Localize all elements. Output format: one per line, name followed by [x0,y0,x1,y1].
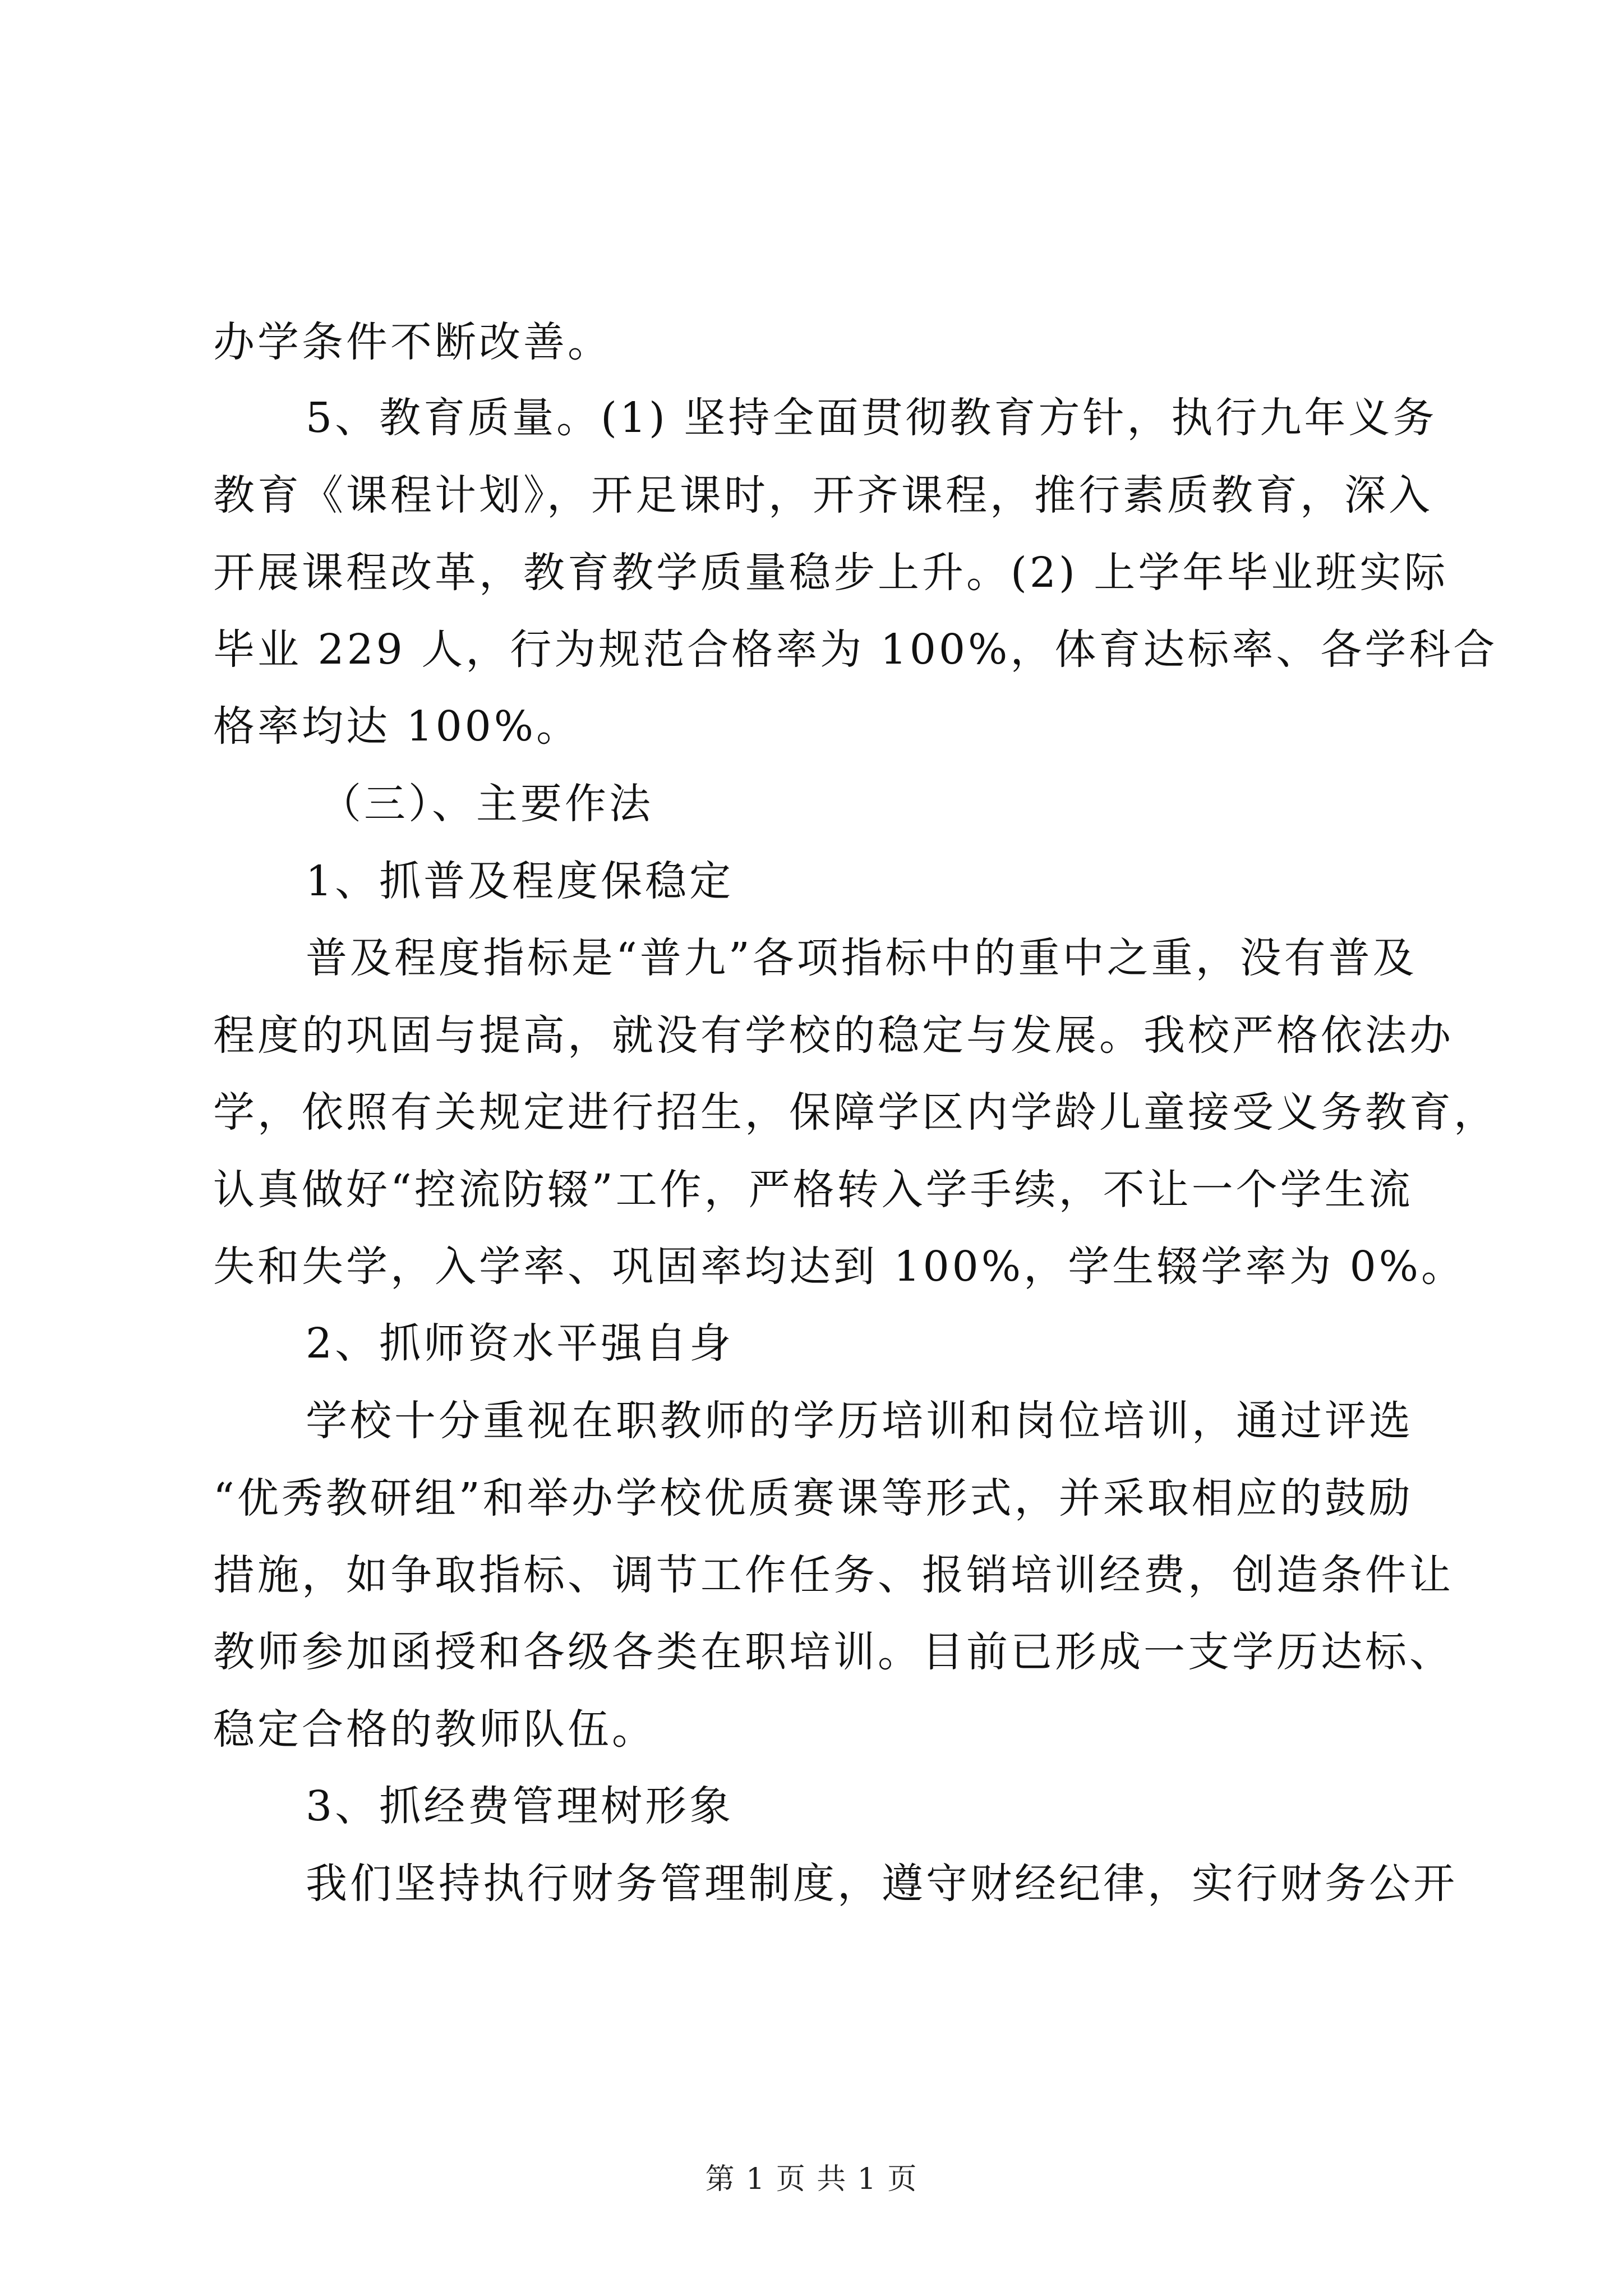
paragraph-line: 格率均达 100%。 [213,702,581,751]
paragraph-line: 稳定合格的教师队伍。 [213,1705,656,1754]
paragraph-line: 我们坚持执行财务管理制度，遵守财经纪律，实行财务公开 [306,1860,1458,1908]
subsection-heading: 3、抓经费管理树形象 [306,1782,734,1830]
paragraph-line: “优秀教研组”和举办学校优质赛课等形式，并采取相应的鼓励 [213,1474,1413,1522]
paragraph-line: 普及程度指标是“普九”各项指标中的重中之重，没有普及 [306,934,1417,982]
paragraph-line: 开展课程改革，教育教学质量稳步上升。(2) 上学年毕业班实际 [213,549,1449,597]
paragraph-line: 教育《课程计划》，开足课时，开齐课程，推行素质教育，深入 [213,471,1433,519]
paragraph-line: 程度的巩固与提高，就没有学校的稳定与发展。我校严格依法办 [213,1011,1454,1060]
paragraph-line: 教师参加函授和各级各类在职培训。目前已形成一支学历达标、 [213,1628,1454,1676]
paragraph-line: 失和失学，入学率、巩固率均达到 100%，学生辍学率为 0%。 [213,1243,1465,1291]
subsection-heading: 1、抓普及程度保稳定 [306,857,734,905]
paragraph-line: 学，依照有关规定进行招生，保障学区内学龄儿童接受义务教育， [213,1088,1498,1137]
paragraph-line: 认真做好“控流防辍”工作，严格转入学手续，不让一个学生流 [213,1166,1413,1214]
paragraph-line: 5、教育质量。(1) 坚持全面贯彻教育方针，执行九年义务 [306,394,1437,442]
paragraph-line: 学校十分重视在职教师的学历培训和岗位培训，通过评选 [306,1397,1413,1445]
subsection-heading: 2、抓师资水平强自身 [306,1319,734,1368]
section-heading: （三）、主要作法 [320,780,653,828]
page-footer: 第 1 页 共 1 页 [705,2162,918,2196]
paragraph-line: 毕业 229 人，行为规范合格率为 100%，体育达标率、各学科合 [213,625,1498,674]
paragraph-line: 措施，如争取指标、调节工作任务、报销培训经费，创造条件让 [213,1551,1454,1599]
paragraph-line: 办学条件不断改善。 [213,318,612,366]
